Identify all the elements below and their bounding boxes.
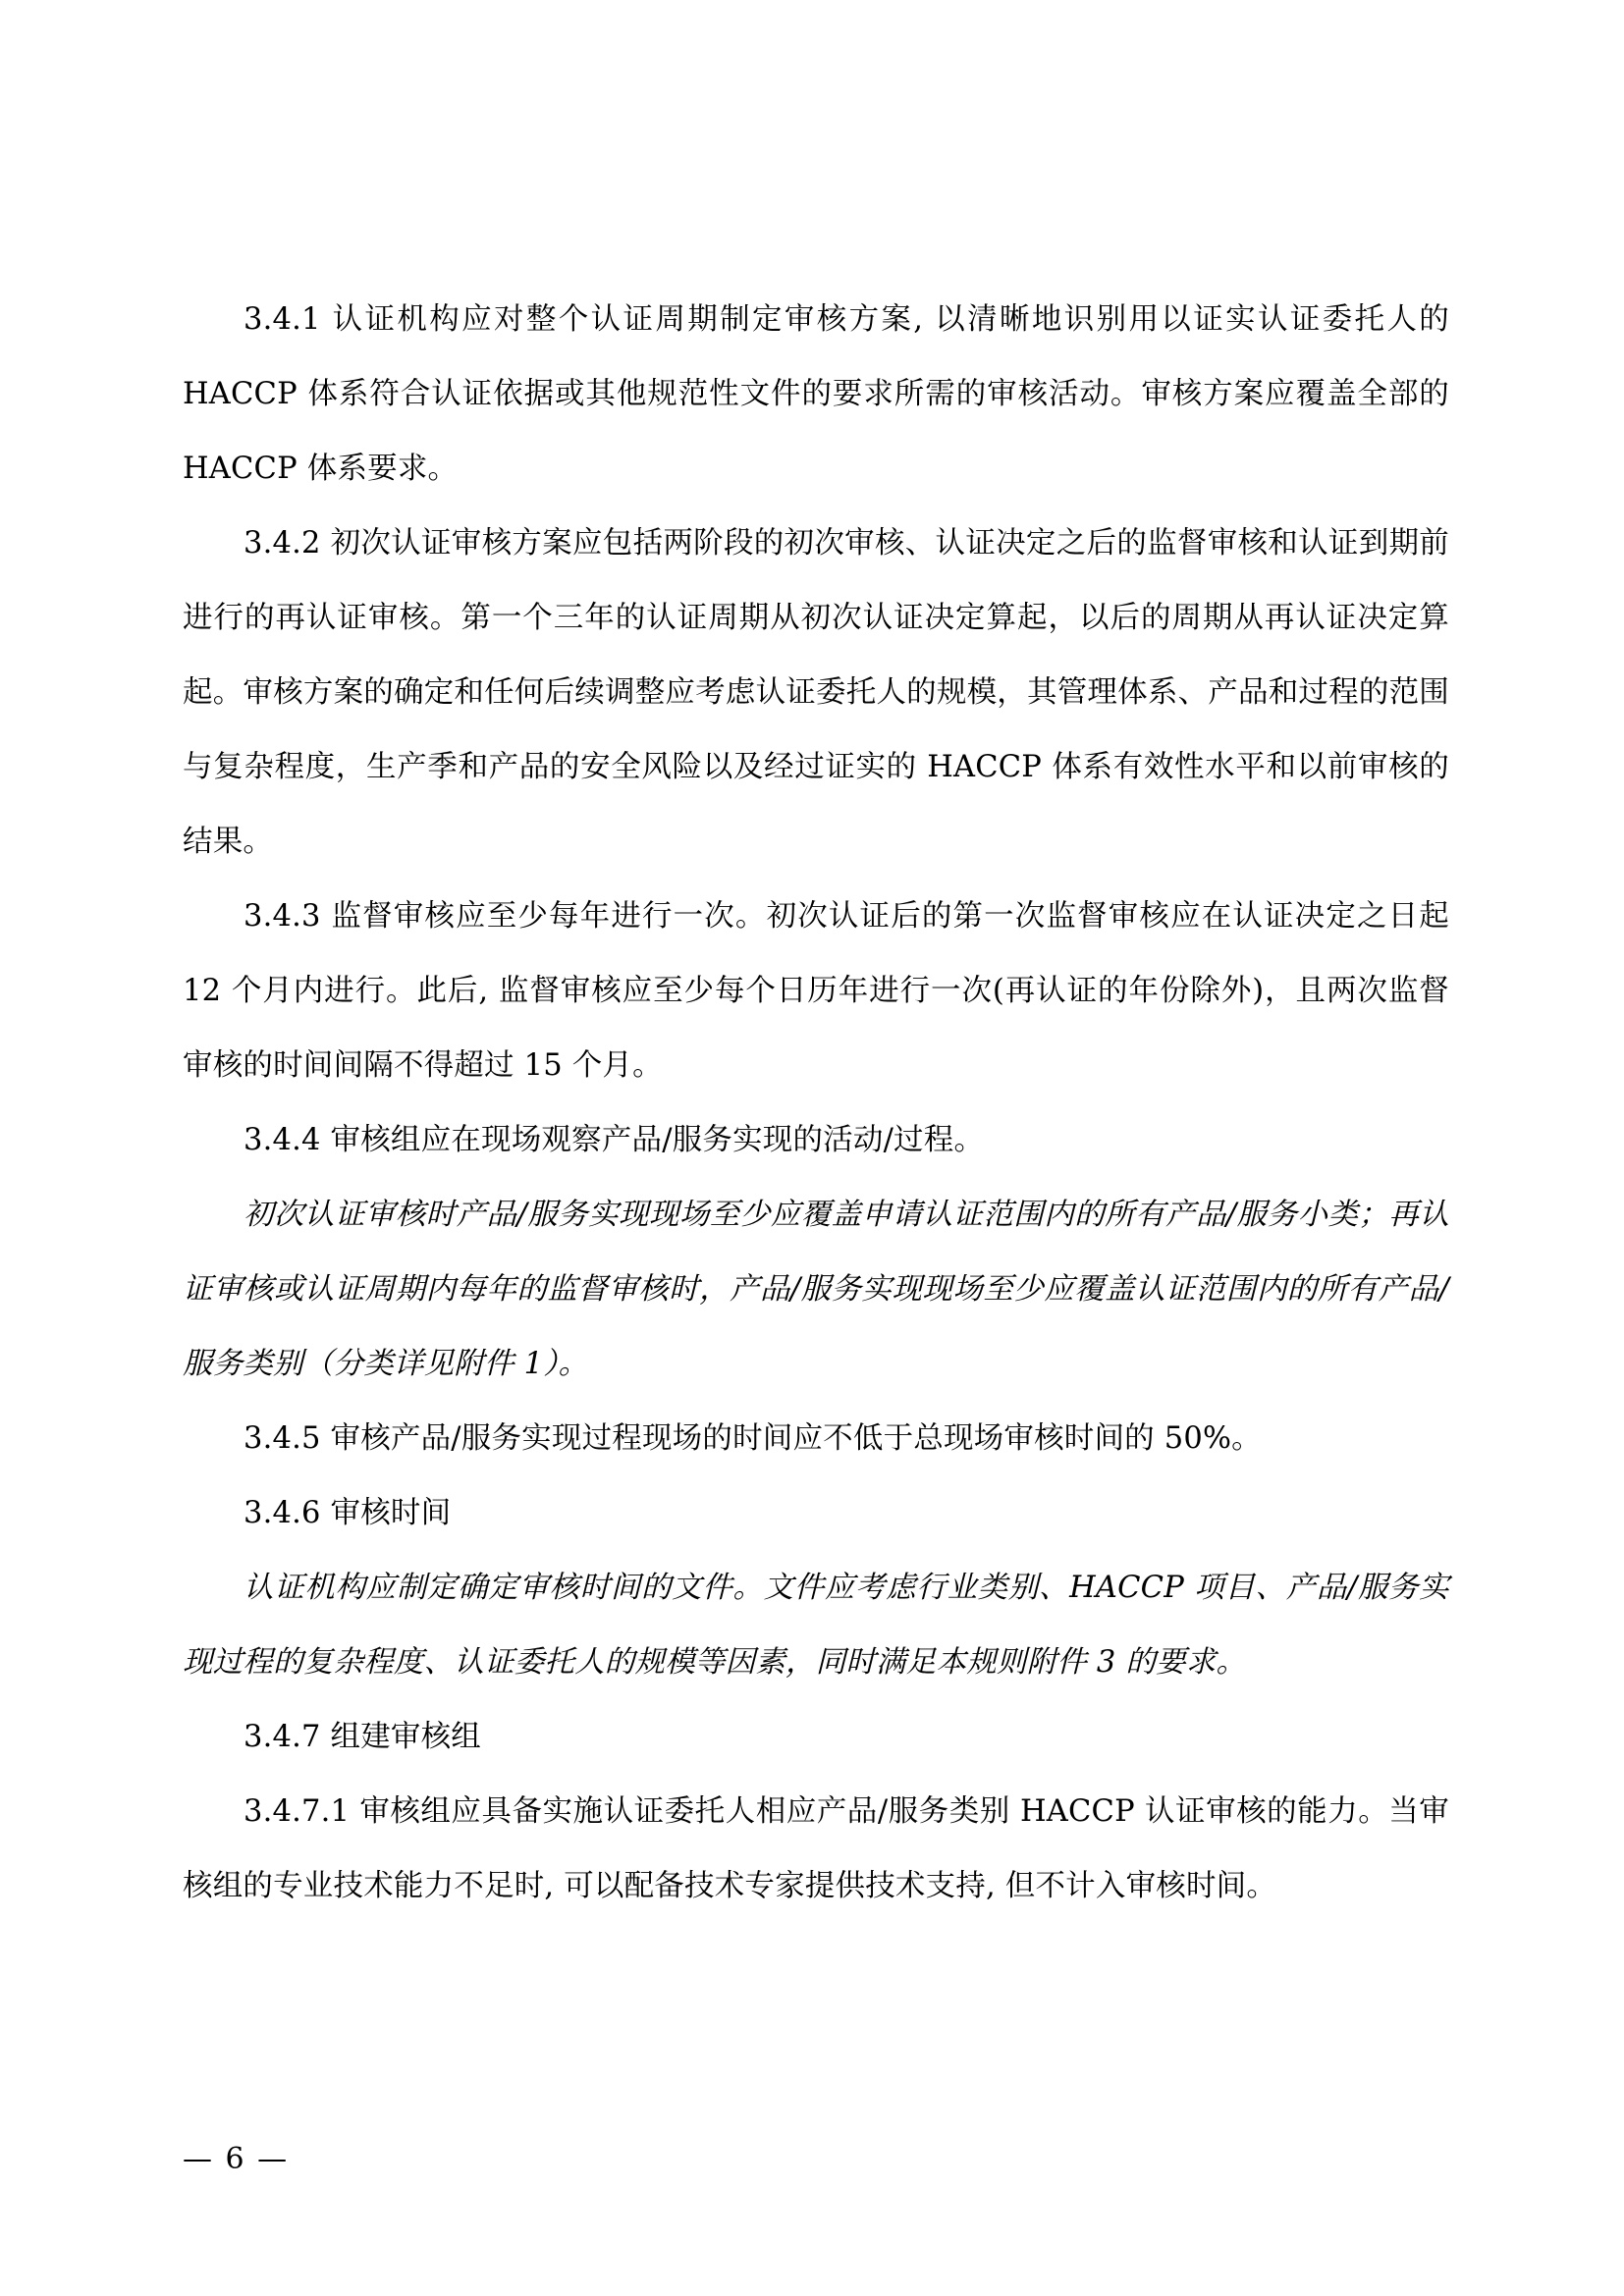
page-number: — 6 —: [183, 2142, 290, 2176]
paragraph-3-4-4-body: 初次认证审核时产品/服务实现现场至少应覆盖申请认证范围内的所有产品/服务小类；再认证审核或认证周期内每年的监督审核时，产品/服务实现现场至少应覆盖认证范围内的所有产品/服务类别（分类详见附件 1）。: [183, 1198, 1449, 1381]
paragraph-3-4-6-body: 认证机构应制定确定审核时间的文件。文件应考虑行业类别、HACCP 项目、产品/服务实现过程的复杂程度、认证委托人的规模等因素，同时满足本规则附件 3 的要求。: [183, 1571, 1449, 1680]
paragraph-3-4-3: 3.4.3 监督审核应至少每年进行一次。初次认证后的第一次监督审核应在认证决定之日起 12 个月内进行。此后, 监督审核应至少每个日历年进行一次(再认证的年份除外)，且两次监督审核的时间间隔不得超过 15 个月。: [183, 899, 1449, 1083]
paragraph-3-4-5: 3.4.5 审核产品/服务实现过程现场的时间应不低于总现场审核时间的 50%。: [244, 1421, 1262, 1456]
paragraph-3-4-7: 3.4.7 组建审核组: [244, 1720, 481, 1754]
page-footer: [183, 2140, 1449, 2179]
document-body: [183, 283, 1449, 1924]
paragraph-3-4-6: 3.4.6 审核时间: [244, 1496, 452, 1530]
paragraph-3-4-4: 3.4.4 审核组应在现场观察产品/服务实现的活动/过程。: [244, 1123, 985, 1157]
paragraph-3-4-2: 3.4.2 初次认证审核方案应包括两阶段的初次审核、认证决定之后的监督审核和认证到期前进行的再认证审核。第一个三年的认证周期从初次认证决定算起，以后的周期从再认证决定算起。审核方案的确定和任何后续调整应考虑认证委托人的规模，其管理体系、产品和过程的范围与复杂程度，生产季和产品的安全风险以及经过证实的 HACCP 体系有效性水平和以前审核的结果。: [183, 526, 1449, 859]
paragraph-3-4-7-1: 3.4.7.1 审核组应具备实施认证委托人相应产品/服务类别 HACCP 认证审核的能力。当审核组的专业技术能力不足时, 可以配备技术专家提供技术支持, 但不计入审核时间。: [183, 1794, 1449, 1903]
paragraph-3-4-1: 3.4.1 认证机构应对整个认证周期制定审核方案, 以清晰地识别用以证实认证委托人的 HACCP 体系符合认证依据或其他规范性文件的要求所需的审核活动。审核方案应覆盖全部的 HACCP 体系要求。: [183, 302, 1449, 486]
